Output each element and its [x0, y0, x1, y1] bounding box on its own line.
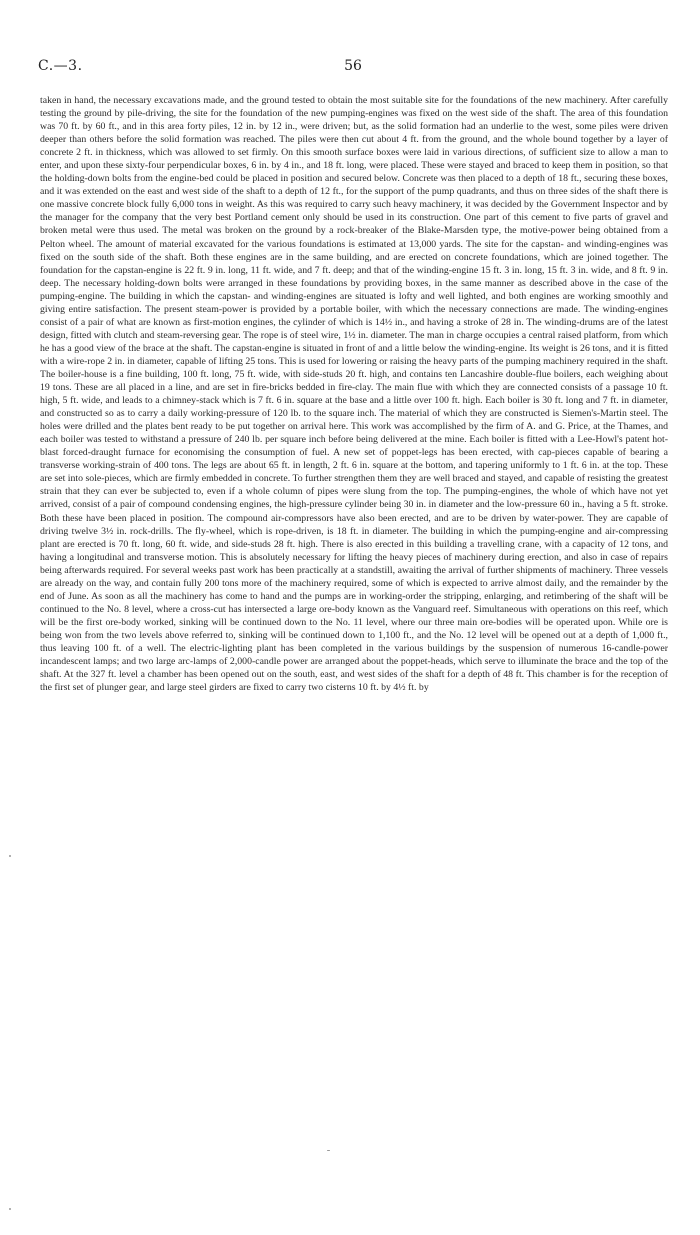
body-paragraph: taken in hand, the necessary excavations made, and the ground tested to obtain the most suitable site for the foundations of the new machinery. After carefully testing the ground by pile-driving, the site for the foundation of the new pumping-engines was fixed on the west side of the shaft. The area of this foundation was 70 ft. by 60 ft., and in this area forty piles, 12 in. by 12 in., were driven; but, as the solid formation had an underlie to the west, some piles were driven deeper than others before the solid formation was reached. The piles were then cut about 4 ft. from the ground, and the whole bound together by a layer of concrete 2 ft. in thickness, which was allowed to set firmly. On this smooth surface boxes were laid in various directions, of sufficient size to allow a man to enter, and upon these sixty-four perpendicular boxes, 6 in. by 4 in., and 18 ft. long, were placed. These were stayed and braced to keep them in position, so that the holding-down bolts from the engine-bed could be placed in position and secured below. Concrete was then placed to a depth of 18 ft., securing these boxes, and it was extended on the east and west side of the shaft to a depth of 12 ft., for the support of the pump quadrants, and thus on three sides of the shaft there is one massive concrete block fully 6,000 tons in weight. As this was required to carry such heavy machinery, it was decided by the Government Inspector and by the manager for the company that the very best Portland cement only should be used in its construction. One part of this cement to five parts of gravel and broken metal were thus used. The metal was broken on the ground by a rock-breaker of the Blake-Marsden type, the motive-power being obtained from a Pelton wheel. The amount of material excavated for the various foundations is estimated at 13,000 yards. The site for the capstan- and winding-engines was fixed on the south side of the shaft. Both these engines are in the same building, and are erected on concrete foundations, which are joined together. The foundation for the capstan-engine is 22 ft. 9 in. long, 11 ft. wide, and 7 ft. deep; and that of the winding-engine 15 ft. 3 in. long, 15 ft. 3 in. wide, and 8 ft. 9 in. deep. The necessary holding-down bolts were arranged in these foundations by providing boxes, in the same manner as described above in the case of the pumping-engine. The building in which the capstan- and winding-engines are situated is lofty and well lighted, and both engines are working smoothly and giving entire satisfaction. The present steam-power is provided by a portable boiler, with which the necessary connections are made. The winding-engines consist of a pair of what are known as first-motion engines, the cylinder of which is 14½ in., and having a stroke of 28 in. The winding-drums are of the latest design, fitted with clutch and steam-reversing gear. The rope is of steel wire, 1½ in. diameter. The man in charge occupies a central raised platform, from which he has a good view of the brace at the shaft. The capstan-engine is situated in front of and a little below the winding-engine. Its weight is 26 tons, and it is fitted with a wire-rope 2 in. in diameter, capable of lifting 25 tons. This is used for lowering or raising the heavy parts of the pumping machinery required in the shaft. The boiler-house is a fine building, 100 ft. long, 75 ft. wide, with side-studs 20 ft. high, and contains ten Lancashire double-flue boilers, each weighing about 19 tons. These are all placed in a line, and are set in fire-bricks bedded in fire-clay. The main flue with which they are connected consists of a passage 10 ft. high, 5 ft. wide, and leads to a chimney-stack which is 7 ft. 6 in. square at the base and a little over 100 ft. high. Each boiler is 30 ft. long and 7 ft. in diameter, and constructed so as to carry a daily working-pressure of 120 lb. to the square inch. The material of which they are constructed is Siemen's-Martin steel. The holes were drilled and the plates bent ready to be put together on arrival here. This work was accomplished by the firm of A. and G. Price, at the Thames, and each boiler was tested to withstand a pressure of 240 lb. per square inch before being delivered at the mine. Each boiler is fitted with a Lee-Howl's patent hot-blast forced-draught furnace for economising the consumption of fuel. A new set of poppet-legs has been erected, with cap-pieces capable of bearing a transverse working-strain of 400 tons. The legs are about 65 ft. in length, 2 ft. 6 in. square at the bottom, and tapering uniformly to 1 ft. 6 in. at the top. These are set into sole-pieces, which are firmly embedded in concrete. To further strengthen them they are well braced and stayed, and capable of resisting the greatest strain that they can ever be subjected to, even if a whole column of pipes were slung from the top. The pumping-engines, the whole of which have not yet arrived, consist of a pair of compound condensing engines, the high-pressure cylinder being 30 in. in diameter and the low-pressure 60 in., having a 5 ft. stroke. Both these have been placed in position. The compound air-compressors have also been erected, and are to be driven by water-power. They are capable of driving twelve 3½ in. rock-drills. The fly-wheel, which is rope-driven, is 18 ft. in diameter. The building in which the pumping-engine and air-compressing plant are erected is 70 ft. long, 60 ft. wide, and side-studs 28 ft. high. There is also erected in this building a travelling crane, with a capacity of 12 tons, and having a longitudinal and transverse motion. This is absolutely necessary for lifting the heavy pieces of machinery during erection, and also in case of repairs being afterwards required. For several weeks past work has been practically at a standstill, awaiting the arrival of further shipments of machinery. Three vessels are already on the way, and contain fully 200 tons more of the machinery required, some of which is expected to arrive almost daily, and the remainder by the end of June. As soon as all the machinery has come to hand and the pumps are in working-order the stripping, enlarging, and retimbering of the shaft will be continued to the No. 8 level, where a cross-cut has intersected a large ore-body known as the Vanguard reef. Simultaneous with operations on this reef, which will be the first ore-body worked, sinking will be continued down to the No. 11 level, where our three main ore-bodies will be operated upon. While ore is being won from the two levels above referred to, sinking will be continued down to 1,100 ft., and the No. 12 level will be opened out at a depth of 1,000 ft., thus leaving 100 ft. of a well. The electric-lighting plant has been completed in the various buildings by the suspension of numerous 16-candle-power incandescent lamps; and two large arc-lamps of 2,000-candle power are arranged about the poppet-heads, which serve to illuminate the brace and the top of the shaft. At the 327 ft. level a chamber has been opened out on the south, east, and west sides of the shaft for a depth of 48 ft. This chamber is for the reception of the first set of plunger gear, and large steel girders are fixed to carry two cisterns 10 ft. by 4½ ft. by: [40, 95, 668, 694]
scan-speck: [9, 1208, 11, 1210]
body-text: [40, 94, 668, 694]
page-number: 56: [344, 58, 362, 74]
scan-speck: [9, 855, 11, 857]
scan-speck: [327, 1150, 330, 1151]
page-header: [38, 58, 668, 78]
document-reference: C.—3.: [38, 58, 83, 74]
